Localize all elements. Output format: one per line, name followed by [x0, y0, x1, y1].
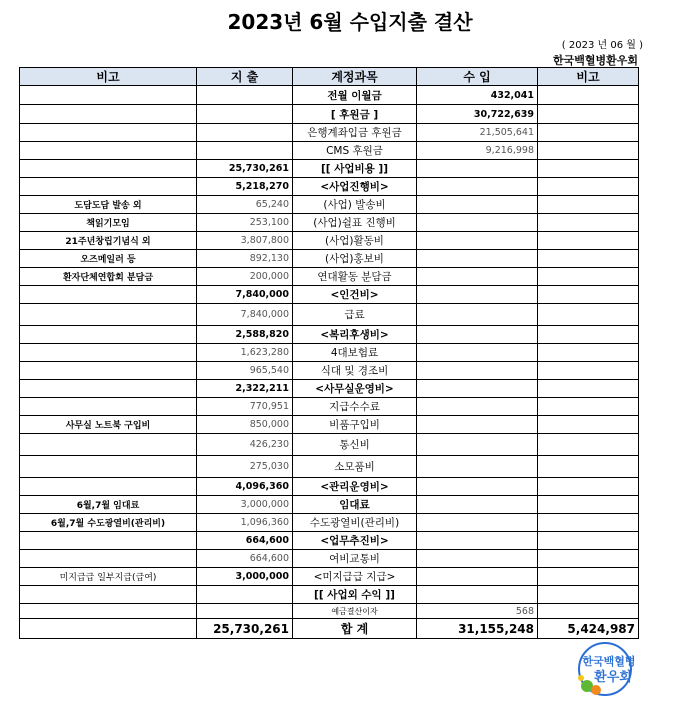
expense-cell: 426,230	[197, 434, 293, 456]
account-cell: (사업) 발송비	[293, 196, 417, 214]
note-right-cell	[538, 268, 639, 286]
note-left-cell	[20, 160, 197, 178]
note-left-cell: 환자단체연합회 분담금	[20, 268, 197, 286]
expense-cell: 7,840,000	[197, 286, 293, 304]
account-cell: 전월 이월금	[293, 86, 417, 105]
expense-cell: 65,240	[197, 196, 293, 214]
note-left-cell: 6월,7월 수도광열비(관리비)	[20, 514, 197, 532]
table-header-row	[20, 68, 639, 86]
table-row	[20, 214, 639, 232]
expense-cell: 850,000	[197, 416, 293, 434]
expense-cell: 1,096,360	[197, 514, 293, 532]
account-cell: <미지급급 지급>	[293, 568, 417, 586]
table-row	[20, 105, 639, 124]
note-left-cell: 사무실 노트북 구입비	[20, 416, 197, 434]
account-cell: 통신비	[293, 434, 417, 456]
total-label: 합 계	[293, 619, 417, 639]
account-cell: 은행계좌입금 후원금	[293, 124, 417, 142]
expense-cell: 4,096,360	[197, 478, 293, 496]
income-cell	[417, 196, 538, 214]
account-cell: (사업)쉴표 진행비	[293, 214, 417, 232]
expense-cell: 892,130	[197, 250, 293, 268]
header-note-right: 비고	[538, 68, 639, 86]
expense-cell: 253,100	[197, 214, 293, 232]
account-cell: 수도광열비(관리비)	[293, 514, 417, 532]
income-cell	[417, 586, 538, 604]
note-left-cell	[20, 86, 197, 105]
table-row	[20, 478, 639, 496]
note-left-cell	[20, 604, 197, 619]
income-cell	[417, 344, 538, 362]
table-row	[20, 142, 639, 160]
income-cell	[417, 496, 538, 514]
note-left-cell	[20, 178, 197, 196]
account-cell: <관리운영비>	[293, 478, 417, 496]
note-left-cell	[20, 380, 197, 398]
income-cell	[417, 434, 538, 456]
note-left-cell	[20, 124, 197, 142]
income-cell: 432,041	[417, 86, 538, 105]
expense-cell: 2,588,820	[197, 326, 293, 344]
note-left-cell: 책읽기모임	[20, 214, 197, 232]
note-left-cell: 미지급급 일부지급(급여)	[20, 568, 197, 586]
account-cell: CMS 후원금	[293, 142, 417, 160]
header-note-left: 비고	[20, 68, 197, 86]
income-cell	[417, 416, 538, 434]
account-cell: 4대보험료	[293, 344, 417, 362]
income-cell	[417, 232, 538, 250]
table-row	[20, 496, 639, 514]
account-cell: 소모품비	[293, 456, 417, 478]
income-cell	[417, 214, 538, 232]
account-cell: 급료	[293, 304, 417, 326]
account-cell: 지급수수료	[293, 398, 417, 416]
expense-cell: 3,807,800	[197, 232, 293, 250]
income-cell: 9,216,998	[417, 142, 538, 160]
income-cell	[417, 362, 538, 380]
total-row	[20, 619, 639, 639]
total-income: 31,155,248	[417, 619, 538, 639]
expense-cell: 1,623,280	[197, 344, 293, 362]
expense-cell: 965,540	[197, 362, 293, 380]
expense-cell	[197, 142, 293, 160]
note-right-cell	[538, 434, 639, 456]
table-row	[20, 178, 639, 196]
table-row	[20, 326, 639, 344]
note-left-cell: 21주년창립기념식 외	[20, 232, 197, 250]
expense-cell	[197, 124, 293, 142]
note-right-cell	[538, 604, 639, 619]
expense-cell: 770,951	[197, 398, 293, 416]
total-expense: 25,730,261	[197, 619, 293, 639]
account-cell: (사업)홍보비	[293, 250, 417, 268]
table-row	[20, 268, 639, 286]
income-cell	[417, 250, 538, 268]
note-right-cell	[538, 326, 639, 344]
table-row	[20, 304, 639, 326]
note-left-cell: 도담도담 발송 외	[20, 196, 197, 214]
expense-cell: 200,000	[197, 268, 293, 286]
account-cell: <업무추진비>	[293, 532, 417, 550]
note-right-cell	[538, 398, 639, 416]
table-row	[20, 568, 639, 586]
account-cell: <사무실운영비>	[293, 380, 417, 398]
note-right-cell	[538, 456, 639, 478]
income-cell	[417, 286, 538, 304]
account-cell: <사업진행비>	[293, 178, 417, 196]
income-cell	[417, 398, 538, 416]
table-row	[20, 434, 639, 456]
note-left-cell	[20, 286, 197, 304]
income-cell	[417, 326, 538, 344]
table-row	[20, 604, 639, 619]
note-left-cell: 오즈메일러 등	[20, 250, 197, 268]
expense-cell: 275,030	[197, 456, 293, 478]
note-left-cell	[20, 478, 197, 496]
account-cell: [ 후원금 ]	[293, 105, 417, 124]
ledger-table	[19, 67, 639, 639]
note-left-cell	[20, 398, 197, 416]
table-row	[20, 380, 639, 398]
table-row	[20, 514, 639, 532]
header-expense: 지 출	[197, 68, 293, 86]
header-account: 계정과목	[293, 68, 417, 86]
note-right-cell	[538, 124, 639, 142]
note-right-cell	[538, 416, 639, 434]
account-cell: 비품구입비	[293, 416, 417, 434]
income-cell	[417, 268, 538, 286]
note-left-cell	[20, 142, 197, 160]
note-right-cell	[538, 232, 639, 250]
note-right-cell	[538, 478, 639, 496]
table-row	[20, 456, 639, 478]
note-right-cell	[538, 86, 639, 105]
note-left-cell: 6월,7월 임대료	[20, 496, 197, 514]
table-row	[20, 362, 639, 380]
header-income: 수 입	[417, 68, 538, 86]
table-row	[20, 344, 639, 362]
table-row	[20, 532, 639, 550]
note-left-cell	[20, 344, 197, 362]
expense-cell: 664,600	[197, 550, 293, 568]
note-right-cell	[538, 178, 639, 196]
table-row	[20, 286, 639, 304]
account-cell: [[ 사업외 수익 ]]	[293, 586, 417, 604]
note-right-cell	[538, 160, 639, 178]
note-right-cell	[538, 532, 639, 550]
expense-cell: 664,600	[197, 532, 293, 550]
note-right-cell	[538, 344, 639, 362]
expense-cell	[197, 86, 293, 105]
note-right-cell	[538, 214, 639, 232]
note-right-cell	[538, 514, 639, 532]
expense-cell: 7,840,000	[197, 304, 293, 326]
note-left-cell	[20, 362, 197, 380]
expense-cell	[197, 586, 293, 604]
income-cell: 21,505,641	[417, 124, 538, 142]
note-right-cell	[538, 250, 639, 268]
expense-cell: 5,218,270	[197, 178, 293, 196]
total-balance: 5,424,987	[538, 619, 639, 639]
note-left-cell	[20, 105, 197, 124]
page-title: 2023년 6월 수입지출 결산	[227, 10, 473, 34]
note-right-cell	[538, 196, 639, 214]
account-cell: 식대 및 경조비	[293, 362, 417, 380]
expense-cell: 3,000,000	[197, 568, 293, 586]
income-cell	[417, 178, 538, 196]
note-right-cell	[538, 550, 639, 568]
ledger-body	[20, 86, 639, 619]
table-row	[20, 124, 639, 142]
note-right-cell	[538, 105, 639, 124]
expense-cell: 25,730,261	[197, 160, 293, 178]
expense-cell	[197, 604, 293, 619]
logo-text-line-1: 한국백혈병	[582, 655, 636, 668]
note-left-cell	[20, 586, 197, 604]
account-cell: 연대활동 분담금	[293, 268, 417, 286]
table-row	[20, 398, 639, 416]
account-cell: 여비교통비	[293, 550, 417, 568]
organization-logo-icon	[575, 638, 643, 696]
income-cell	[417, 550, 538, 568]
logo-text-line-2: 환우회	[594, 670, 632, 685]
note-right-cell	[538, 142, 639, 160]
note-left-cell	[20, 434, 197, 456]
account-cell: 예금결산이자	[293, 604, 417, 619]
income-cell	[417, 456, 538, 478]
note-right-cell	[538, 304, 639, 326]
note-left-cell	[20, 304, 197, 326]
table-row	[20, 196, 639, 214]
table-row	[20, 232, 639, 250]
table-row	[20, 250, 639, 268]
income-cell	[417, 160, 538, 178]
note-left-cell	[20, 532, 197, 550]
note-right-cell	[538, 586, 639, 604]
note-right-cell	[538, 496, 639, 514]
income-cell	[417, 514, 538, 532]
report-date: ( 2023 년 06 월 )	[561, 40, 643, 51]
income-cell: 568	[417, 604, 538, 619]
income-cell: 30,722,639	[417, 105, 538, 124]
table-row	[20, 86, 639, 105]
table-row	[20, 416, 639, 434]
note-right-cell	[538, 380, 639, 398]
table-row	[20, 550, 639, 568]
expense-cell	[197, 105, 293, 124]
organization-name: 한국백혈병환우회	[552, 54, 638, 67]
note-right-cell	[538, 362, 639, 380]
account-cell: (사업)활동비	[293, 232, 417, 250]
income-cell	[417, 532, 538, 550]
expense-cell: 3,000,000	[197, 496, 293, 514]
account-cell: <인건비>	[293, 286, 417, 304]
total-note	[20, 619, 197, 639]
income-cell	[417, 478, 538, 496]
income-cell	[417, 380, 538, 398]
account-cell: <복리후생비>	[293, 326, 417, 344]
table-row	[20, 586, 639, 604]
note-right-cell	[538, 286, 639, 304]
note-left-cell	[20, 456, 197, 478]
table-row	[20, 160, 639, 178]
note-left-cell	[20, 326, 197, 344]
note-right-cell	[538, 568, 639, 586]
income-cell	[417, 304, 538, 326]
note-left-cell	[20, 550, 197, 568]
income-cell	[417, 568, 538, 586]
account-cell: [[ 사업비용 ]]	[293, 160, 417, 178]
account-cell: 임대료	[293, 496, 417, 514]
expense-cell: 2,322,211	[197, 380, 293, 398]
